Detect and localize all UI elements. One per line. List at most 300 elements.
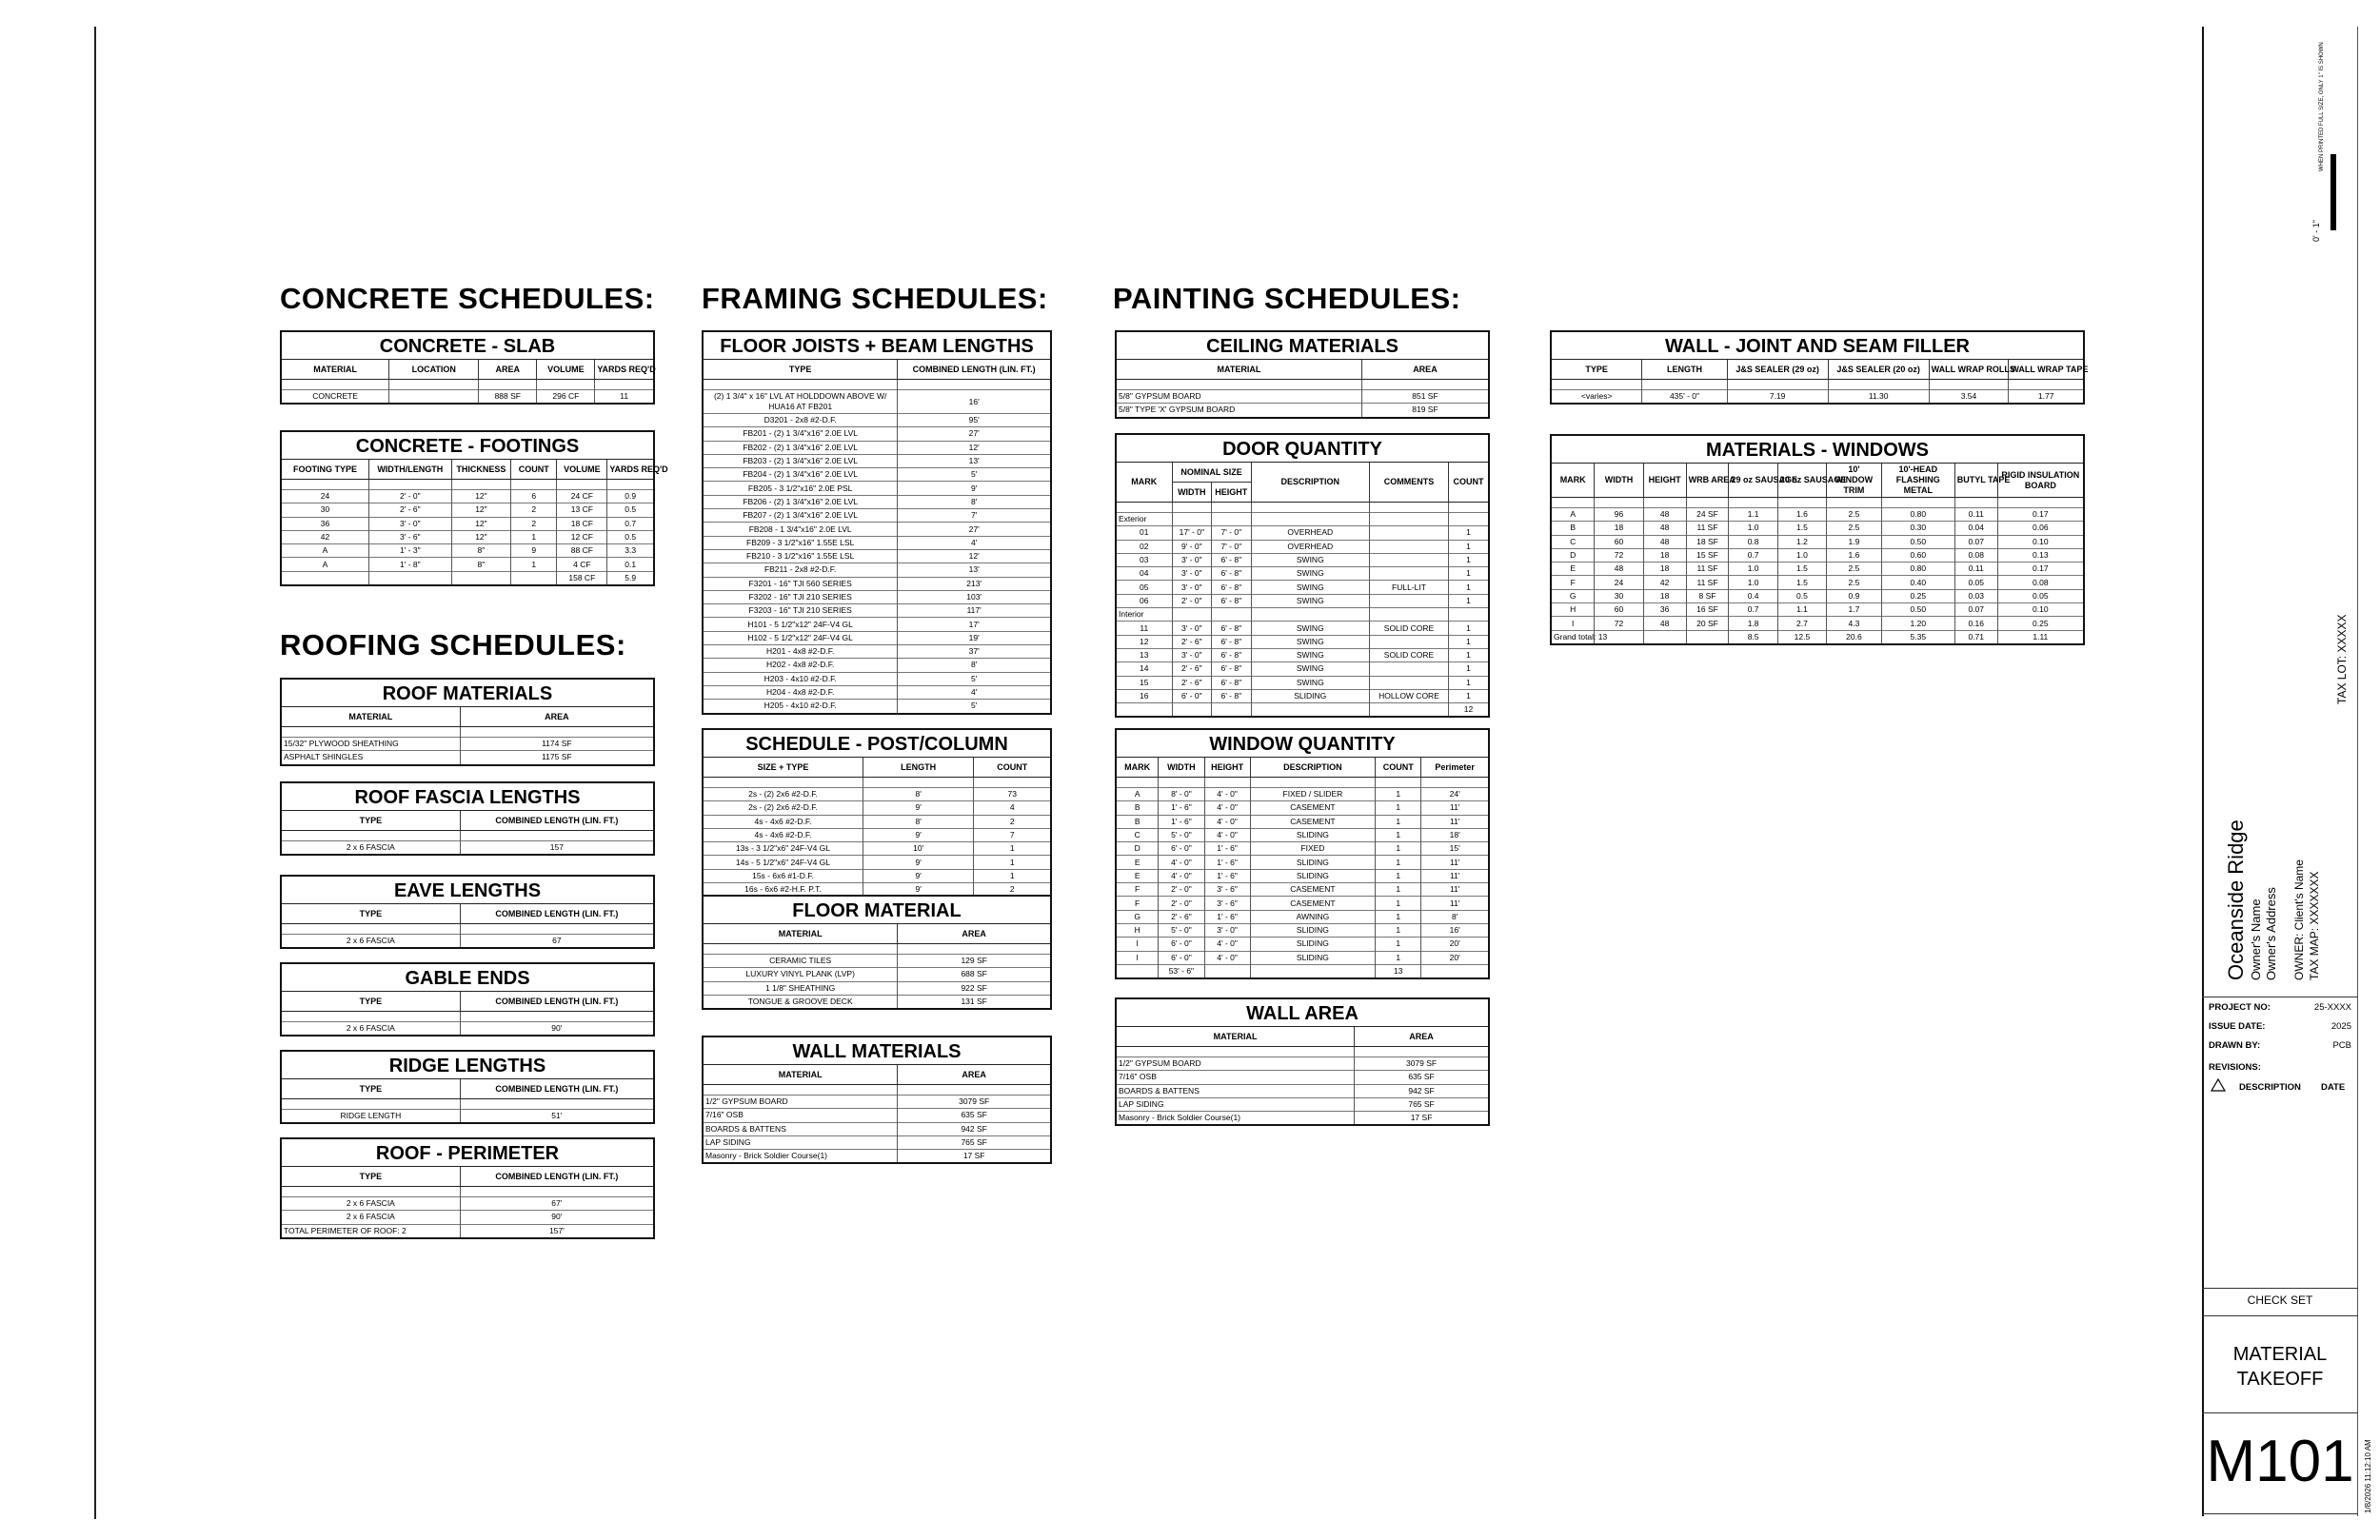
table-row: [1552, 630, 2083, 643]
table-row: [1117, 897, 1488, 910]
table-cell: SLIDING: [1250, 856, 1375, 869]
table-cell: SLIDING: [1250, 938, 1375, 951]
project-no-label: PROJECT NO:: [2209, 1002, 2271, 1013]
revision-date-label: DATE: [2321, 1082, 2346, 1093]
table-cell: 2' - 0": [1172, 594, 1211, 607]
table-cell: [1370, 567, 1449, 581]
table-cell: [1370, 526, 1449, 540]
column-header: WRB AREA: [1686, 464, 1729, 498]
table-row: [1117, 513, 1488, 526]
table-cell: A: [1552, 508, 1595, 522]
column-header: Perimeter: [1421, 758, 1488, 778]
table-cell: [1204, 964, 1250, 977]
table-row: [704, 414, 1050, 427]
drawn-by-value: PCB: [2332, 1040, 2351, 1051]
table-cell: 17 SF: [1355, 1112, 1488, 1125]
table-cell: [1212, 608, 1251, 622]
column-header: WIDTH: [1159, 758, 1204, 778]
table-cell: 16: [1117, 689, 1172, 702]
table-cell: [511, 571, 557, 584]
table-cell: 3079 SF: [898, 1096, 1050, 1109]
table-cell: SOLID CORE: [1370, 622, 1449, 635]
table-cell: 0.10: [1997, 603, 2083, 617]
column-header: J&S SEALER (20 oz): [1828, 360, 1929, 380]
column-header: 29 oz SAUSAGE: [1729, 464, 1777, 498]
spacer-cell: [1552, 380, 1642, 390]
table-cell: 10': [863, 842, 973, 856]
table-cell: 2' - 0": [1159, 897, 1204, 910]
table-row: [1117, 910, 1488, 923]
table-cell: 1: [1376, 801, 1421, 815]
schedule-title: ROOF FASCIA LENGTHS: [354, 787, 581, 808]
schedule-title: ROOF MATERIALS: [382, 683, 553, 704]
column-header: AREA: [898, 1065, 1050, 1085]
table-row: [704, 495, 1050, 508]
table-cell: 3.54: [1929, 390, 2009, 404]
schedule-title: SCHEDULE - POST/COLUMN: [745, 734, 1008, 755]
spacer-cell: [1552, 498, 1595, 508]
table-cell: FB206 - (2) 1 3/4"x16" 2.0E LVL: [704, 495, 898, 508]
column-header: 10'-HEAD FLASHING METAL: [1881, 464, 1954, 498]
table-cell: 2 x 6 FASCIA: [282, 841, 460, 855]
table-cell: 48: [1595, 563, 1643, 576]
table-cell: Interior: [1117, 608, 1172, 622]
table-cell: 67': [460, 1197, 653, 1211]
table-cell: 13': [898, 563, 1050, 577]
schedule-table: [1117, 359, 1488, 417]
table-cell: 90': [460, 1022, 653, 1036]
table-cell: 18 SF: [1686, 535, 1729, 548]
table-cell: 9: [511, 544, 557, 558]
table-cell: SWING: [1251, 676, 1369, 689]
table-cell: 635 SF: [1355, 1071, 1488, 1084]
print-timestamp: 1/8/2026 11:12:10 AM: [2364, 1439, 2372, 1513]
table-cell: [1370, 553, 1449, 566]
column-header: VOLUME: [537, 360, 595, 380]
table-row: [1117, 689, 1488, 702]
table-cell: [1117, 964, 1159, 977]
table-row: [282, 571, 653, 584]
table-cell: 0.10: [1997, 535, 2083, 548]
table-cell: A: [282, 544, 368, 558]
schedule-title: DOOR QUANTITY: [1222, 439, 1382, 460]
table-row: [704, 390, 1050, 414]
table-row: [282, 1211, 653, 1224]
table-row: [704, 981, 1050, 995]
table-cell: I: [1117, 938, 1159, 951]
table-cell: CERAMIC TILES: [704, 955, 898, 968]
table-cell: 60: [1595, 535, 1643, 548]
table-cell: 2: [511, 503, 557, 517]
table-cell: 2.5: [1827, 522, 1882, 535]
spacer-cell: [1159, 778, 1204, 788]
spacer-cell: [1997, 498, 2083, 508]
table-cell: SLIDING: [1250, 923, 1375, 937]
table-cell: 20 SF: [1686, 617, 1729, 630]
table-cell: 2' - 6": [1172, 662, 1211, 676]
table-cell: 6' - 8": [1212, 676, 1251, 689]
title-block-divider: [2202, 1288, 2358, 1289]
table-cell: [1172, 703, 1211, 717]
table-cell: 1.77: [2009, 390, 2083, 404]
table-cell: 0.7: [1729, 603, 1777, 617]
tax-lot: TAX LOT: XXXXX: [2335, 614, 2349, 704]
table-cell: SLIDING: [1250, 869, 1375, 882]
table-row: [704, 685, 1050, 699]
spacer-cell: [1777, 498, 1826, 508]
table-cell: 7.19: [1727, 390, 1828, 404]
table-cell: 1.6: [1777, 508, 1826, 522]
table-cell: 1' - 6": [1204, 856, 1250, 869]
table-cell: 1.1: [1777, 603, 1826, 617]
table-cell: 18: [1643, 589, 1686, 602]
table-cell: 7' - 0": [1212, 540, 1251, 553]
table-cell: (2) 1 3/4" x 16" LVL AT HOLDDOWN ABOVE W/ HUA16 AT FB201: [704, 390, 898, 414]
table-cell: [1370, 635, 1449, 648]
table-cell: [1370, 608, 1449, 622]
table-row: [704, 427, 1050, 441]
table-cell: 06: [1117, 594, 1172, 607]
table-cell: [1643, 630, 1686, 643]
table-cell: <varies>: [1552, 390, 1642, 404]
table-row: [704, 842, 1050, 856]
table-cell: 0.50: [1881, 535, 1954, 548]
table-cell: 11 SF: [1686, 563, 1729, 576]
table-cell: 48: [1643, 535, 1686, 548]
table-cell: 12': [898, 441, 1050, 454]
column-header: FOOTING TYPE: [282, 460, 368, 480]
table-cell: [389, 390, 479, 404]
spacer-cell: [2009, 380, 2083, 390]
schedule-table: [282, 1078, 653, 1122]
table-cell: 5': [898, 672, 1050, 685]
table-cell: 0.05: [1997, 589, 2083, 602]
table-cell: [1370, 540, 1449, 553]
column-header: COMBINED LENGTH (LIN. FT.): [460, 992, 653, 1012]
table-cell: 2: [974, 883, 1050, 897]
table-cell: FB208 - 1 3/4"x16" 2.0E LVL: [704, 523, 898, 536]
column-header: COUNT: [1376, 758, 1421, 778]
table-cell: 02: [1117, 540, 1172, 553]
table-cell: 6' - 8": [1212, 648, 1251, 661]
table-row: [282, 1197, 653, 1211]
spacer-row: [1117, 778, 1488, 788]
spacer-cell: [1251, 503, 1369, 513]
table-cell: [1370, 676, 1449, 689]
table-row: [1117, 938, 1488, 951]
table-cell: ASPHALT SHINGLES: [282, 751, 460, 764]
table-row: [1117, 1084, 1488, 1097]
spacer-cell: [1929, 380, 2009, 390]
table-cell: 0.11: [1954, 563, 1997, 576]
spacer-cell: [1727, 380, 1828, 390]
owner-client: OWNER: Client's Name: [2292, 859, 2306, 980]
table-row: [1117, 390, 1488, 404]
table-cell: SLIDING: [1251, 689, 1369, 702]
table-cell: SLIDING: [1250, 828, 1375, 841]
table-cell: 0.5: [607, 530, 653, 543]
table-cell: 11 SF: [1686, 576, 1729, 589]
table-row: [282, 558, 653, 571]
table-cell: F3201 - 16" TJI 560 SERIES: [704, 577, 898, 590]
table-row: [704, 856, 1050, 869]
spacer-cell: [282, 1187, 460, 1197]
spacer-cell: [479, 380, 537, 390]
column-header: AREA: [1355, 1027, 1488, 1047]
column-header: COUNT: [974, 758, 1050, 778]
table-cell: 2 x 6 FASCIA: [282, 1022, 460, 1036]
table-row: [282, 1224, 653, 1237]
table-cell: 1' - 6": [1204, 869, 1250, 882]
column-header: COMBINED LENGTH (LIN. FT.): [460, 1079, 653, 1099]
table-cell: 1.5: [1777, 563, 1826, 576]
table-row: [1117, 923, 1488, 937]
table-cell: H203 - 4x10 #2-D.F.: [704, 672, 898, 685]
table-cell: C: [1552, 535, 1595, 548]
table-row: [1117, 703, 1488, 717]
table-row: [1117, 594, 1488, 607]
table-cell: 635 SF: [898, 1109, 1050, 1122]
table-cell: 04: [1117, 567, 1172, 581]
table-cell: 8": [451, 558, 511, 571]
table-cell: 27': [898, 427, 1050, 441]
table-row: [282, 530, 653, 543]
schedule-title: WINDOW QUANTITY: [1209, 734, 1396, 755]
table-cell: 9': [863, 828, 973, 841]
floor-joists-schedule: [702, 330, 1052, 715]
table-row: [1552, 508, 2083, 522]
table-row: [704, 955, 1050, 968]
concrete-heading: CONCRETE SCHEDULES:: [280, 282, 655, 315]
spacer-cell: [898, 944, 1050, 955]
spacer-cell: [1828, 380, 1929, 390]
table-cell: OVERHEAD: [1251, 526, 1369, 540]
table-row: [704, 441, 1050, 454]
column-header: YARDS REQ'D: [607, 460, 653, 480]
materials-windows-schedule: [1550, 434, 2085, 645]
spacer-row: [1117, 503, 1488, 513]
column-header: MARK: [1552, 464, 1595, 498]
spacer-row: [282, 1187, 653, 1197]
table-cell: FB205 - 3 1/2"x16" 2.0E PSL: [704, 482, 898, 495]
schedule-title: CONCRETE - FOOTINGS: [355, 436, 580, 457]
column-header: TYPE: [282, 1079, 460, 1099]
table-cell: 3' - 0": [1204, 923, 1250, 937]
table-cell: [451, 571, 511, 584]
table-cell: 30: [1595, 589, 1643, 602]
table-cell: 13s - 3 1/2"x6" 24F-V4 GL: [704, 842, 863, 856]
table-cell: 1: [511, 530, 557, 543]
table-cell: Masonry - Brick Soldier Course(1): [704, 1150, 898, 1163]
column-header: HEIGHT: [1212, 483, 1251, 503]
table-row: [1117, 842, 1488, 856]
table-cell: 5/8" GYPSUM BOARD: [1117, 390, 1361, 404]
table-cell: 1: [1376, 815, 1421, 828]
table-cell: 53' - 6": [1159, 964, 1204, 977]
schedule-title: EAVE LENGTHS: [393, 880, 542, 901]
table-cell: 11.30: [1828, 390, 1929, 404]
table-cell: RIDGE LENGTH: [282, 1110, 460, 1123]
table-cell: E: [1117, 856, 1159, 869]
table-row: [282, 935, 653, 948]
schedule-table: [1552, 359, 2089, 403]
table-cell: 12": [451, 490, 511, 503]
table-cell: [368, 571, 451, 584]
table-cell: 37': [898, 645, 1050, 659]
table-cell: 18': [1421, 828, 1488, 841]
spacer-row: [1117, 1047, 1488, 1057]
table-cell: H202 - 4x8 #2-D.F.: [704, 659, 898, 672]
table-cell: 3' - 0": [1172, 567, 1211, 581]
column-header: VOLUME: [557, 460, 607, 480]
table-cell: CASEMENT: [1250, 883, 1375, 897]
table-cell: 1.0: [1729, 522, 1777, 535]
spacer-cell: [1370, 503, 1449, 513]
table-cell: 7' - 0": [1212, 526, 1251, 540]
table-cell: 1.5: [1777, 522, 1826, 535]
table-cell: 1.9: [1827, 535, 1882, 548]
schedule-title: MATERIALS - WINDOWS: [1705, 440, 1930, 461]
table-cell: 1: [1448, 662, 1488, 676]
table-row: [1552, 522, 2083, 535]
table-row: [704, 590, 1050, 603]
table-cell: 15': [1421, 842, 1488, 856]
table-row: [1117, 1097, 1488, 1111]
table-row: [704, 563, 1050, 577]
table-cell: 0.16: [1954, 617, 1997, 630]
table-cell: FB207 - (2) 1 3/4"x16" 2.0E LVL: [704, 509, 898, 523]
column-header: MARK: [1117, 758, 1159, 778]
table-cell: 73: [974, 788, 1050, 801]
schedule-table: [704, 1064, 1050, 1162]
table-row: [704, 968, 1050, 981]
table-cell: [1251, 513, 1369, 526]
table-cell: 42: [282, 530, 368, 543]
column-header: YARDS REQ'D: [595, 360, 653, 380]
table-cell: 15: [1117, 676, 1172, 689]
column-header: WALL WRAP TAPE: [2009, 360, 2083, 380]
table-cell: 24': [1421, 788, 1488, 801]
table-row: [704, 549, 1050, 563]
table-row: [704, 1122, 1050, 1135]
spacer-row: [282, 1099, 653, 1110]
spacer-cell: [704, 1085, 898, 1096]
table-cell: F: [1117, 897, 1159, 910]
table-cell: 1: [974, 842, 1050, 856]
column-header: RIGID INSULATION BOARD: [1997, 464, 2083, 498]
schedule-table: [282, 991, 653, 1035]
table-cell: 0.25: [1881, 589, 1954, 602]
column-header: COMMENTS: [1370, 463, 1449, 503]
table-cell: G: [1117, 910, 1159, 923]
table-row: [704, 1135, 1050, 1149]
table-cell: B: [1552, 522, 1595, 535]
table-cell: LAP SIDING: [704, 1135, 898, 1149]
table-cell: H: [1552, 603, 1595, 617]
table-cell: 2' - 6": [1172, 676, 1211, 689]
table-cell: 2: [974, 815, 1050, 828]
table-cell: 14s - 5 1/2"x6" 24F-V4 GL: [704, 856, 863, 869]
table-cell: 4s - 4x6 #2-D.F.: [704, 815, 863, 828]
table-cell: C: [1117, 828, 1159, 841]
table-row: [1117, 553, 1488, 566]
schedule-table: [704, 359, 1050, 713]
table-cell: 0.17: [1997, 508, 2083, 522]
roof-materials-schedule: [280, 678, 655, 766]
table-cell: FIXED: [1250, 842, 1375, 856]
column-header: MATERIAL: [704, 1065, 898, 1085]
table-row: [1117, 964, 1488, 977]
table-cell: 4 CF: [557, 558, 607, 571]
table-row: [704, 536, 1050, 549]
check-set-label: CHECK SET: [2247, 1293, 2313, 1307]
table-row: [1117, 622, 1488, 635]
spacer-cell: [1172, 503, 1211, 513]
table-cell: 12 CF: [557, 530, 607, 543]
schedule-table: [282, 810, 653, 854]
table-row: [1117, 567, 1488, 581]
column-header: TYPE: [704, 360, 898, 380]
table-cell: 8': [863, 815, 973, 828]
spacer-cell: [1448, 503, 1488, 513]
table-cell: D: [1552, 548, 1595, 562]
table-cell: 2s - (2) 2x6 #2-D.F.: [704, 801, 863, 815]
column-header: MATERIAL: [1117, 360, 1361, 380]
table-cell: 2 x 6 FASCIA: [282, 1197, 460, 1211]
table-cell: 7/16" OSB: [1117, 1071, 1355, 1084]
table-row: [704, 1150, 1050, 1163]
spacer-cell: [460, 1187, 653, 1197]
table-cell: 5.35: [1881, 630, 1954, 643]
table-cell: SLIDING: [1250, 951, 1375, 964]
table-cell: FB204 - (2) 1 3/4"x16" 2.0E LVL: [704, 468, 898, 482]
title-block-border-right: [2357, 27, 2358, 1516]
table-cell: 5': [898, 468, 1050, 482]
spacer-cell: [1643, 498, 1686, 508]
table-cell: 11': [1421, 883, 1488, 897]
schedule-title: CONCRETE - SLAB: [379, 336, 556, 357]
spacer-row: [282, 727, 653, 738]
table-row: [1552, 548, 2083, 562]
table-cell: 1: [1448, 648, 1488, 661]
table-row: [1117, 404, 1488, 417]
scale-label: 0' - 1": [2311, 220, 2321, 242]
spacer-row: [282, 380, 653, 390]
table-cell: 11': [1421, 801, 1488, 815]
spacer-cell: [1212, 503, 1251, 513]
column-header: COMBINED LENGTH (LIN. FT.): [460, 1167, 653, 1187]
table-cell: [1370, 703, 1449, 717]
table-cell: AWNING: [1250, 910, 1375, 923]
table-cell: BOARDS & BATTENS: [1117, 1084, 1355, 1097]
issue-date-value: 2025: [2330, 1021, 2351, 1032]
table-cell: 24: [282, 490, 368, 503]
table-cell: SWING: [1251, 635, 1369, 648]
table-cell: 2.5: [1827, 563, 1882, 576]
table-cell: TOTAL PERIMETER OF ROOF: 2: [282, 1224, 460, 1237]
spacer-cell: [282, 380, 389, 390]
table-cell: 819 SF: [1361, 404, 1488, 417]
table-cell: 2: [511, 517, 557, 530]
table-cell: 13: [1376, 964, 1421, 977]
table-row: [1117, 1057, 1488, 1071]
table-cell: 688 SF: [898, 968, 1050, 981]
table-cell: 1.5: [1777, 576, 1826, 589]
spacer-cell: [282, 480, 368, 490]
table-cell: 7': [898, 509, 1050, 523]
table-cell: 0.05: [1954, 576, 1997, 589]
column-header: COUNT: [1448, 463, 1488, 503]
